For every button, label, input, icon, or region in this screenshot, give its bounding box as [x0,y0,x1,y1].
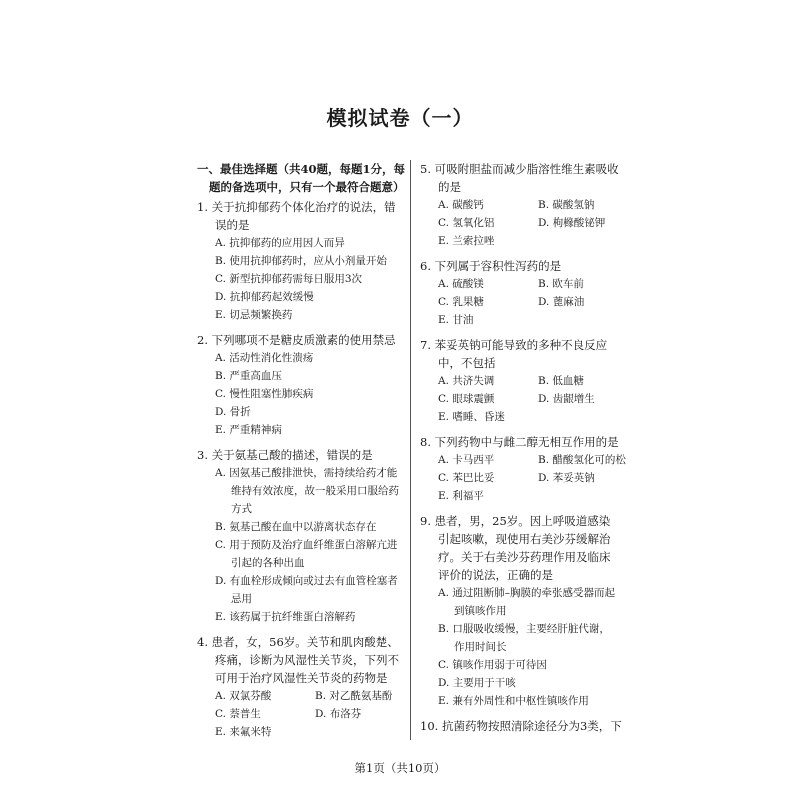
question-2 [197,331,407,439]
question-stem: 10. 抗菌药物按照清除途径分为3类，下 [420,719,622,733]
section-heading [197,160,407,196]
question-5 [420,160,620,250]
option-e: E. 利福平 [438,490,484,502]
option-b: B. 口服吸收缓慢，主要经肝脏代谢，作用时间长 [438,623,610,653]
option-b: B. 严重高血压 [215,370,282,382]
option-e: E. 该药属于抗纤维蛋白溶解药 [215,611,356,623]
option-d: D. 蓖麻油 [538,296,585,308]
option-e: E. 兰索拉唑 [438,235,495,247]
question-stem: 2. 下列哪项不是糖皮质激素的使用禁忌 [197,333,396,347]
option-d: D. 主要用于干咳 [438,677,516,689]
question-options [197,349,407,439]
option-c: C. 新型抗抑郁药需每日服用3次 [215,273,363,285]
option-c: C. 眼球震颤 [438,393,495,405]
option-b: B. 对乙酰氨基酚 [315,690,393,702]
option-d: D. 枸橼酸铋钾 [538,217,606,229]
question-4 [197,633,407,741]
question-options [420,196,620,250]
option-d: D. 布洛芬 [315,708,362,720]
option-e: E. 嗜睡、昏迷 [438,411,505,423]
question-9 [420,512,620,710]
question-options [197,234,407,324]
question-options [197,464,407,626]
option-e: E. 兼有外周性和中枢性镇咳作用 [438,695,589,707]
option-d: D. 齿龈增生 [538,393,595,405]
right-column [420,160,626,742]
option-d: D. 抗抑郁药起效缓慢 [215,291,314,303]
options-grid [438,196,620,232]
option-e: E. 严重精神病 [215,424,282,436]
option-d: D. 苯妥英钠 [538,472,595,484]
question-8 [420,433,626,505]
option-d: D. 有血栓形成倾向或过去有血管栓塞者忌用 [215,575,398,605]
options-grid [215,687,407,723]
question-stem: 7. 苯妥英钠可能导致的多种不良反应中，不包括 [420,338,608,370]
question-7 [420,336,620,426]
question-options [420,451,626,505]
section-heading-line2: 题的备选项中，只有一个最符合题意） [209,180,405,194]
option-c: C. 用于预防及治疗血纤维蛋白溶解亢进引起的各种出血 [215,539,398,569]
question-1 [197,198,407,324]
question-options [420,584,620,710]
option-a: A. 双氯芬酸 [215,690,272,702]
question-stem: 8. 下列药物中与雌二醇无相互作用的是 [420,435,619,449]
question-stem: 3. 关于氨基己酸的描述，错误的是 [197,448,373,462]
option-a: A. 硫酸镁 [438,278,484,290]
option-a: A. 碳酸钙 [438,199,484,211]
options-grid [438,451,626,487]
question-6 [420,257,620,329]
question-10 [420,717,620,735]
left-column [197,160,407,748]
option-c: C. 镇咳作用弱于可待因 [438,659,547,671]
option-e: E. 来氟米特 [215,726,272,738]
option-d: D. 骨折 [215,406,251,418]
option-b: B. 醋酸氢化可的松 [538,454,626,466]
option-a: A. 卡马西平 [438,454,495,466]
options-grid [438,372,620,408]
options-grid [438,275,620,311]
section-heading-line1: 一、最佳选择题（共40题，每题1分，每 [197,162,406,176]
option-b: B. 氨基己酸在血中以游离状态存在 [215,521,377,533]
question-options [420,275,620,329]
question-stem: 5. 可吸附胆盐而减少脂溶性维生素吸收的是 [420,162,619,194]
option-a: A. 抗抑郁药的应用因人而异 [215,237,345,249]
option-b: B. 碳酸氢钠 [538,199,595,211]
question-options [420,372,620,426]
question-stem: 1. 关于抗抑郁药个体化治疗的说法，错误的是 [197,200,396,232]
option-a: A. 共济失调 [438,375,495,387]
option-c: C. 萘普生 [215,708,261,720]
option-c: C. 乳果糖 [438,296,484,308]
option-a: A. 通过阻断肺–胸膜的牵张感受器而起到镇咳作用 [438,587,616,617]
option-c: C. 氢氧化铝 [438,217,495,229]
option-c: C. 苯巴比妥 [438,472,495,484]
column-divider [410,160,411,740]
option-c: C. 慢性阻塞性肺疾病 [215,388,314,400]
option-b: B. 欧车前 [538,278,584,290]
question-stem: 9. 患者，男，25岁。因上呼吸道感染引起咳嗽，现使用右美沙芬缓解治疗。关于右美沙芬药理作用及临床评价的说法，正确的是 [420,514,611,582]
option-a: A. 活动性消化性溃疡 [215,352,314,364]
page-title: 模拟试卷（一） [326,106,474,130]
option-e: E. 切忌频繁换药 [215,309,293,321]
question-stem: 6. 下列属于容积性泻药的是 [420,259,562,273]
question-3 [197,446,407,626]
option-a: A. 因氨基己酸排泄快，需持续给药才能维持有效浓度，故一般采用口服给药方式 [215,467,399,515]
option-b: B. 低血糖 [538,375,584,387]
option-e: E. 甘油 [438,314,474,326]
question-options [197,687,407,741]
page-footer: 第1页（共10页） [354,761,446,775]
option-b: B. 使用抗抑郁药时，应从小剂量开始 [215,255,387,267]
question-stem: 4. 患者，女，56岁。关节和肌肉酸楚、疼痛，诊断为风湿性关节炎，下列不可用于治疗风湿性关节炎的药物是 [197,635,399,685]
